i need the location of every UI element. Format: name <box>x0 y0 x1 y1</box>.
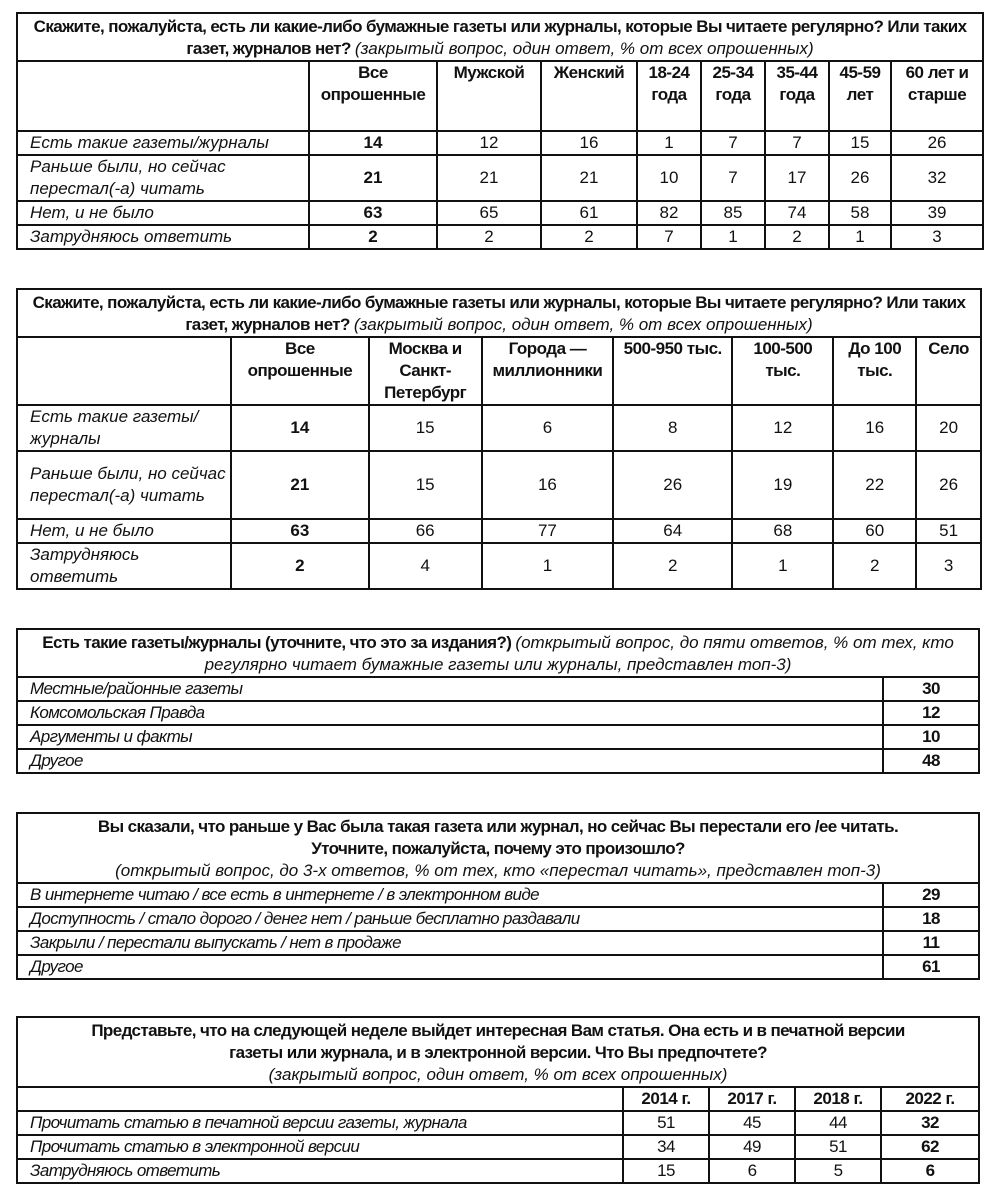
cell: 17 <box>765 155 829 201</box>
table-title <box>17 813 979 883</box>
row-label: Аргументы и факты <box>17 725 883 749</box>
cell: 61 <box>883 955 979 979</box>
row-label: Затрудняюсь ответить <box>17 225 309 249</box>
question-note: (закрытый вопрос, один ответ, % от всех опрошенных) <box>268 1065 728 1084</box>
header-empty <box>17 337 231 405</box>
table-row <box>17 749 979 773</box>
cell: 64 <box>613 519 732 543</box>
cell: 77 <box>482 519 613 543</box>
table-row <box>17 1111 979 1135</box>
cell: 6 <box>482 405 613 451</box>
table-row <box>17 201 983 225</box>
cell: 10 <box>637 155 701 201</box>
cell: 51 <box>623 1111 709 1135</box>
cell: 2 <box>765 225 829 249</box>
table-publications <box>16 628 980 774</box>
cell: 7 <box>765 131 829 155</box>
question-text: Есть такие газеты/журналы (уточните, что это за издания?) <box>42 633 512 652</box>
cell: 66 <box>369 519 482 543</box>
cell: 34 <box>623 1135 709 1159</box>
cell: 49 <box>709 1135 795 1159</box>
question-note: (закрытый вопрос, один ответ, % от всех опрошенных) <box>353 315 813 334</box>
table-row <box>17 701 979 725</box>
cell: 63 <box>231 519 368 543</box>
cell: 62 <box>881 1135 979 1159</box>
header-empty <box>17 61 309 131</box>
cell: 1 <box>637 131 701 155</box>
row-label: Затрудняюсь ответить <box>17 543 231 589</box>
row-label: Прочитать статью в печатной версии газеты, журнала <box>17 1111 623 1135</box>
row-label: Затрудняюсь ответить <box>17 1159 623 1183</box>
cell: 63 <box>309 201 437 225</box>
header-100-500k: 100-500 тыс. <box>732 337 833 405</box>
cell: 30 <box>883 677 979 701</box>
header-empty <box>17 1087 623 1111</box>
cell: 12 <box>732 405 833 451</box>
table-title <box>17 1017 979 1087</box>
header-male: Мужской <box>437 61 541 131</box>
cell: 2 <box>833 543 916 589</box>
table-row <box>17 543 981 589</box>
cell: 32 <box>881 1111 979 1135</box>
cell: 18 <box>883 907 979 931</box>
table-reading-by-settlement <box>16 288 982 590</box>
table-row <box>17 451 981 519</box>
row-label: Другое <box>17 955 883 979</box>
header-million-cities: Города — миллионники <box>482 337 613 405</box>
cell: 32 <box>891 155 983 201</box>
header-2018: 2018 г. <box>795 1087 881 1111</box>
cell: 1 <box>482 543 613 589</box>
question-text-2: газеты или журнала, и в электронной версии. Что Вы предпочтете? <box>229 1043 767 1062</box>
cell: 61 <box>541 201 637 225</box>
header-moscow-spb: Москва и Санкт-Петербург <box>369 337 482 405</box>
question-text: Скажите, пожалуйста, есть ли какие-либо бумажные газеты или журналы, которые Вы читаете регулярно? Или таких газет, журналов нет? <box>33 17 967 58</box>
header-2014: 2014 г. <box>623 1087 709 1111</box>
table-row <box>17 725 979 749</box>
cell: 29 <box>883 883 979 907</box>
cell: 8 <box>613 405 732 451</box>
cell: 5 <box>795 1159 881 1183</box>
cell: 20 <box>916 405 981 451</box>
table-row <box>17 131 983 155</box>
cell: 7 <box>701 155 765 201</box>
cell: 1 <box>732 543 833 589</box>
cell: 44 <box>795 1111 881 1135</box>
cell: 21 <box>437 155 541 201</box>
cell: 15 <box>369 451 482 519</box>
row-label: Раньше были, но сейчас перестал(-а) читать <box>17 451 231 519</box>
cell: 85 <box>701 201 765 225</box>
table-row <box>17 883 979 907</box>
cell: 3 <box>891 225 983 249</box>
cell: 10 <box>883 725 979 749</box>
cell: 51 <box>795 1135 881 1159</box>
cell: 14 <box>231 405 368 451</box>
cell: 2 <box>613 543 732 589</box>
cell: 14 <box>309 131 437 155</box>
cell: 1 <box>701 225 765 249</box>
table-row <box>17 1159 979 1183</box>
row-label: Есть такие газеты/журналы <box>17 131 309 155</box>
cell: 26 <box>613 451 732 519</box>
cell: 16 <box>541 131 637 155</box>
table-row <box>17 155 983 201</box>
header-under-100k: До 100 тыс. <box>833 337 916 405</box>
table-row <box>17 955 979 979</box>
cell: 3 <box>916 543 981 589</box>
table-row <box>17 677 979 701</box>
cell: 39 <box>891 201 983 225</box>
row-label: Есть такие газеты/журналы <box>17 405 231 451</box>
row-label: Доступность / стало дорого / денег нет / раньше бесплатно раздавали <box>17 907 883 931</box>
row-label: Комсомольская Правда <box>17 701 883 725</box>
table-row <box>17 907 979 931</box>
table-row <box>17 405 981 451</box>
question-text-2: Уточните, пожалуйста, почему это произошло? <box>311 839 685 858</box>
cell: 2 <box>437 225 541 249</box>
header-all: Все опрошенные <box>231 337 368 405</box>
cell: 58 <box>829 201 891 225</box>
question-text: Представьте, что на следующей неделе выйдет интересная Вам статья. Она есть и в печатной версии <box>91 1021 905 1040</box>
row-label: Нет, и не было <box>17 201 309 225</box>
cell: 82 <box>637 201 701 225</box>
cell: 51 <box>916 519 981 543</box>
header-500-950k: 500-950 тыс. <box>613 337 732 405</box>
cell: 65 <box>437 201 541 225</box>
header-2022: 2022 г. <box>881 1087 979 1111</box>
header-age-18-24: 18-24 года <box>637 61 701 131</box>
question-note: (закрытый вопрос, один ответ, % от всех опрошенных) <box>354 39 814 58</box>
cell: 19 <box>732 451 833 519</box>
header-female: Женский <box>541 61 637 131</box>
row-label: Местные/районные газеты <box>17 677 883 701</box>
question-text: Скажите, пожалуйста, есть ли какие-либо бумажные газеты или журналы, которые Вы читаете регулярно? Или таких газет, журналов нет? <box>32 293 966 334</box>
header-age-45-59: 45-59 лет <box>829 61 891 131</box>
cell: 1 <box>829 225 891 249</box>
cell: 12 <box>437 131 541 155</box>
cell: 21 <box>231 451 368 519</box>
header-age-25-34: 25-34 года <box>701 61 765 131</box>
cell: 26 <box>829 155 891 201</box>
cell: 7 <box>701 131 765 155</box>
cell: 60 <box>833 519 916 543</box>
cell: 21 <box>309 155 437 201</box>
row-label: Нет, и не было <box>17 519 231 543</box>
cell: 12 <box>883 701 979 725</box>
cell: 48 <box>883 749 979 773</box>
question-note: (открытый вопрос, до 3-х ответов, % от тех, кто «перестал читать», представлен топ-3) <box>115 861 881 880</box>
cell: 16 <box>833 405 916 451</box>
header-age-60-plus: 60 лет и старше <box>891 61 983 131</box>
table-reading-by-age <box>16 12 984 250</box>
cell: 2 <box>231 543 368 589</box>
cell: 7 <box>637 225 701 249</box>
cell: 22 <box>833 451 916 519</box>
table-row <box>17 519 981 543</box>
header-all: Все опрошенные <box>309 61 437 131</box>
cell: 15 <box>623 1159 709 1183</box>
cell: 45 <box>709 1111 795 1135</box>
row-label: В интернете читаю / все есть в интернете / в электронном виде <box>17 883 883 907</box>
row-label: Раньше были, но сейчас перестал(-а) читать <box>17 155 309 201</box>
row-label: Другое <box>17 749 883 773</box>
cell: 15 <box>829 131 891 155</box>
cell: 21 <box>541 155 637 201</box>
cell: 11 <box>883 931 979 955</box>
cell: 74 <box>765 201 829 225</box>
cell: 2 <box>541 225 637 249</box>
table-title <box>17 629 979 677</box>
cell: 6 <box>709 1159 795 1183</box>
table-row <box>17 931 979 955</box>
cell: 15 <box>369 405 482 451</box>
table-row <box>17 1135 979 1159</box>
cell: 2 <box>309 225 437 249</box>
row-label: Закрыли / перестали выпускать / нет в продаже <box>17 931 883 955</box>
row-label: Прочитать статью в электронной версии <box>17 1135 623 1159</box>
cell: 4 <box>369 543 482 589</box>
table-print-vs-electronic <box>16 1016 980 1184</box>
table-title <box>17 13 983 61</box>
cell: 16 <box>482 451 613 519</box>
cell: 26 <box>916 451 981 519</box>
header-village: Село <box>916 337 981 405</box>
table-row <box>17 225 983 249</box>
question-note: (открытый вопрос, до пяти ответов, % от тех, кто регулярно читает бумажные газеты или журналы, представлен топ-3) <box>204 633 954 674</box>
header-2017: 2017 г. <box>709 1087 795 1111</box>
cell: 6 <box>881 1159 979 1183</box>
cell: 68 <box>732 519 833 543</box>
header-age-35-44: 35-44 года <box>765 61 829 131</box>
question-text: Вы сказали, что раньше у Вас была такая газета или журнал, но сейчас Вы перестали его /ее читать. <box>97 817 899 836</box>
cell: 26 <box>891 131 983 155</box>
table-title <box>17 289 981 337</box>
table-reasons-stopped <box>16 812 980 980</box>
